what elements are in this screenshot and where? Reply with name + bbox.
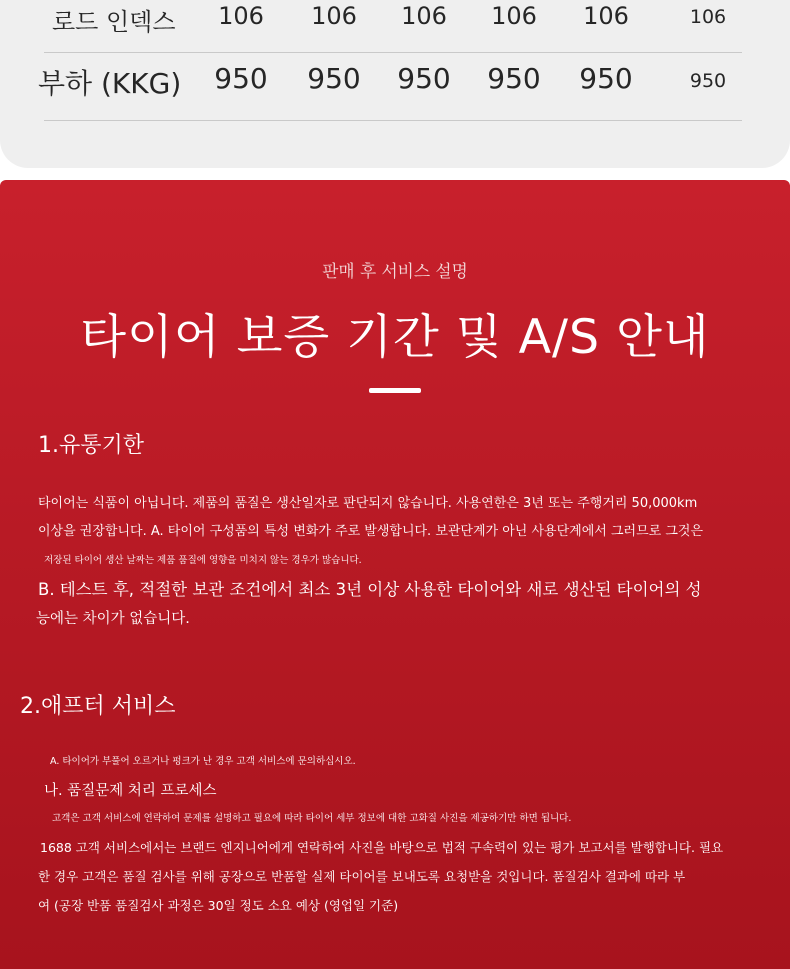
paragraph-line: 고객은 고객 서비스에 연락하여 문제를 설명하고 필요에 따라 타이어 세부 정보에 대한 고화질 사진을 제공하기만 하면 됩니다. <box>52 813 572 824</box>
spec-table <box>0 0 790 168</box>
page-title: 타이어 보증 기간 및 A/S 안내 <box>80 310 710 365</box>
table-cell: 106 <box>401 2 447 30</box>
table-cell: 950 <box>307 62 361 95</box>
table-cell: 106 <box>311 2 357 30</box>
paragraph-line: 타이어는 식품이 아닙니다. 제품의 품질은 생산일자로 판단되지 않습니다. 사용연한은 3년 또는 주행거리 50,000km <box>38 496 698 511</box>
table-cell: 950 <box>487 62 541 95</box>
table-cell: 950 <box>397 62 451 95</box>
row-divider <box>44 120 742 121</box>
table-cell: 950 <box>689 70 727 92</box>
paragraph-line: 나. 품질문제 처리 프로세스 <box>44 783 217 799</box>
paragraph-line: 이상을 권장합니다. A. 타이어 구성품의 특성 변화가 주로 발생합니다. 보관단계가 아닌 사용단계에서 그러므로 그것은 <box>38 524 704 539</box>
paragraph-line: B. 테스트 후, 적절한 보관 조건에서 최소 3년 이상 사용한 타이어와 새로 생산된 타이어의 성 <box>38 580 702 599</box>
table-cell: 950 <box>579 62 633 95</box>
section-heading-expiry: 1.유통기한 <box>38 433 144 458</box>
table-cell: 106 <box>583 2 629 30</box>
after-sales-panel <box>0 180 790 969</box>
row-divider <box>44 52 742 53</box>
paragraph-line: 한 경우 고객은 품질 검사를 위해 공장으로 반품할 실제 타이어를 보내도록 요청받을 것입니다. 품질검사 결과에 따라 부 <box>38 869 686 884</box>
row-label: 로드 인덱스 <box>52 8 176 36</box>
paragraph-line: 능에는 차이가 없습니다. <box>36 611 190 627</box>
paragraph-line: 여 (공장 반품 품질검사 과정은 30일 정도 소요 예상 (영업일 기준) <box>38 898 399 913</box>
title-underline <box>369 388 421 393</box>
paragraph-line: 1688 고객 서비스에서는 브랜드 엔지니어에게 연락하여 사진을 바탕으로 법적 구속력이 있는 평가 보고서를 발행합니다. 필요 <box>40 840 724 855</box>
section-heading-after-service: 2.애프터 서비스 <box>20 694 176 719</box>
paragraph-line: A. 타이어가 부풀어 오르거나 펑크가 난 경우 고객 서비스에 문의하십시오. <box>50 756 356 767</box>
section-eyebrow: 판매 후 서비스 설명 <box>322 261 468 281</box>
row-label: 부하 (KKG) <box>38 67 182 100</box>
table-cell: 106 <box>218 2 264 30</box>
table-cell: 950 <box>214 62 268 95</box>
spec-row-load <box>0 62 790 100</box>
spec-row-load-index <box>0 2 790 36</box>
table-cell: 106 <box>689 6 727 28</box>
table-cell: 106 <box>491 2 537 30</box>
paragraph-line: 저장된 타이어 생산 날짜는 제품 품질에 영향을 미치지 않는 경우가 많습니다. <box>44 555 362 566</box>
